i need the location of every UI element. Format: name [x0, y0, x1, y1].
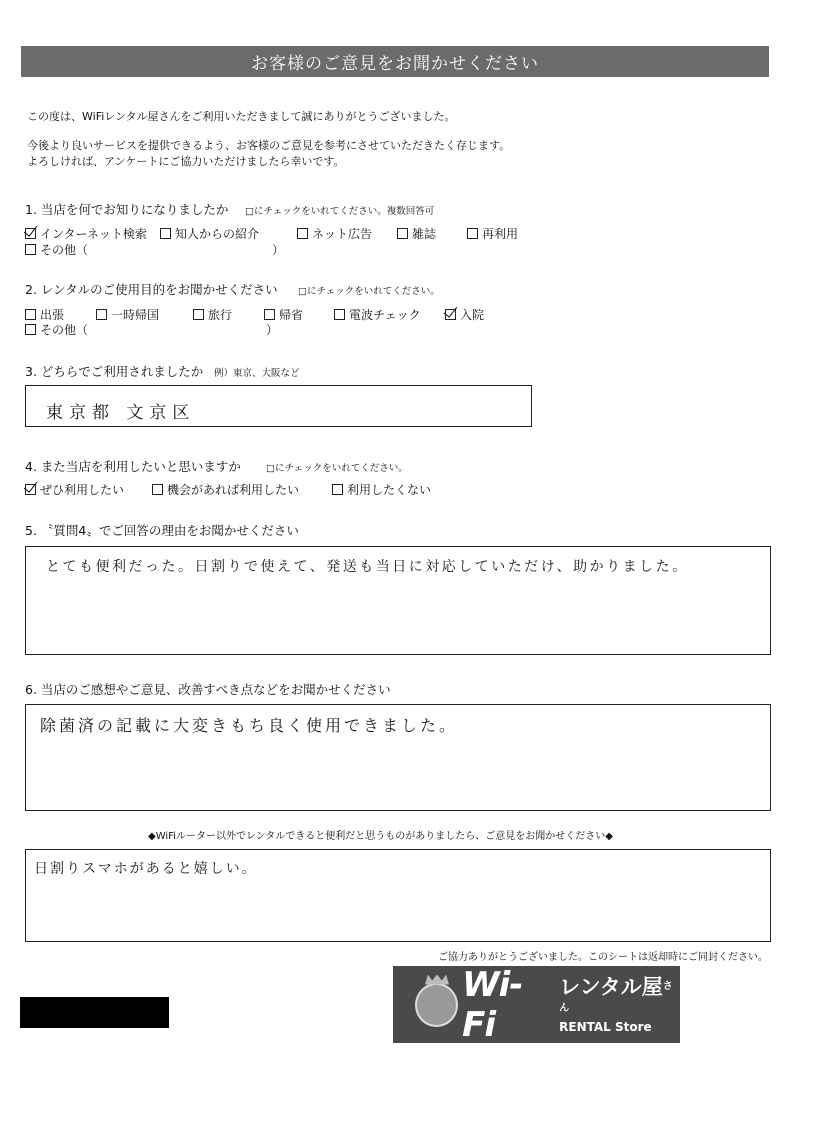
q1-option-magazine[interactable]: 雑誌: [397, 225, 436, 242]
q1-option-other[interactable]: その他（: [25, 241, 88, 258]
q5-answer-text: とても便利だった。日割りで使えて、発送も当日に対応していただけ、助かりました。: [46, 559, 689, 575]
q2-option-homecoming[interactable]: 帰省: [264, 306, 303, 323]
q7-answer-text: 日割りスマホがあると嬉しい。: [34, 861, 258, 877]
q4-note: □にチェックをいれてください。: [266, 463, 408, 474]
logo-wifi-text: Wi-Fi: [462, 964, 523, 1045]
q4-option-definitely[interactable]: ぜひ利用したい: [25, 481, 124, 498]
intro-line-3: よろしければ、アンケートにご協力いただけましたら幸いです。: [27, 155, 345, 168]
checkbox[interactable]: [25, 244, 36, 255]
checkbox[interactable]: [264, 309, 275, 320]
q3-label: 3. どちらでご利用されましたか: [25, 364, 204, 379]
intro-line-2: 今後より良いサービスを提供できるよう、お客様のご意見を参考にさせていただきたく存じます。: [27, 139, 511, 152]
q3-answer-box[interactable]: [25, 385, 532, 427]
q1-option-referral[interactable]: 知人からの紹介: [160, 225, 259, 242]
q4-option-no[interactable]: 利用したくない: [332, 481, 431, 498]
checkbox[interactable]: [445, 309, 456, 320]
checkbox[interactable]: [397, 228, 408, 239]
q5-answer-box[interactable]: [25, 546, 771, 655]
q1-option-reuse[interactable]: 再利用: [467, 225, 518, 242]
q7-label: ◆WiFiルーター以外でレンタルできると便利だと思うものがありましたら、ご意見をお聞かせください◆: [148, 831, 613, 842]
page-title: お客様のご意見をお聞かせください: [21, 46, 769, 77]
q2-option-home-visit[interactable]: 一時帰国: [96, 306, 159, 323]
brand-logo: [393, 966, 680, 1043]
logo-rental-ja: レンタル屋$^{さん}$: [559, 974, 673, 1014]
q1-option-search[interactable]: インターネット検索: [25, 225, 147, 242]
q2-other-close: ）: [266, 323, 279, 337]
intro-line-1: この度は、WiFiレンタル屋さんをご利用いただきまして誠にありがとうございました。: [27, 110, 456, 123]
footer-note: ご協力ありがとうございました。このシートは返却時にご同封ください。: [438, 952, 768, 963]
crown-mascot-icon: [415, 983, 458, 1027]
q2-note: □にチェックをいれてください。: [298, 286, 440, 297]
checkbox[interactable]: [25, 484, 36, 495]
checkbox[interactable]: [25, 324, 36, 335]
checkbox[interactable]: [332, 484, 343, 495]
q6-answer-box[interactable]: [25, 704, 771, 811]
q3-note: 例）東京、大阪など: [214, 368, 300, 379]
q2-label: 2. レンタルのご使用目的をお聞かせください: [25, 282, 278, 297]
q6-label: 6. 当店のご感想やご意見、改善すべき点などをお聞かせください: [25, 682, 391, 697]
checkbox[interactable]: [25, 228, 36, 239]
q2-option-other[interactable]: その他（: [25, 321, 88, 338]
checkbox[interactable]: [25, 309, 36, 320]
q1-label: 1. 当店を何でお知りになりましたか: [25, 202, 229, 217]
q1-note: □にチェックをいれてください。複数回答可: [245, 206, 435, 217]
checkbox[interactable]: [334, 309, 345, 320]
q5-label: 5. 〝質問4〟でご回答の理由をお聞かせください: [25, 523, 299, 538]
q2-option-signal-check[interactable]: 電波チェック: [334, 306, 421, 323]
checkbox[interactable]: [467, 228, 478, 239]
q7-answer-box[interactable]: [25, 849, 771, 942]
q1-other-close: ）: [272, 243, 285, 257]
q6-answer-text: 除菌済の記載に大変きもち良く使用できました。: [40, 716, 459, 735]
logo-rental-en: RENTAL Store: [559, 1019, 652, 1034]
q2-option-business[interactable]: 出張: [25, 306, 64, 323]
redacted-block: [20, 997, 169, 1028]
q4-option-maybe[interactable]: 機会があれば利用したい: [152, 481, 299, 498]
q3-answer-text: 東京都 文京区: [46, 403, 196, 423]
checkbox[interactable]: [152, 484, 163, 495]
checkbox[interactable]: [96, 309, 107, 320]
checkbox[interactable]: [193, 309, 204, 320]
checkbox[interactable]: [297, 228, 308, 239]
q1-option-net-ad[interactable]: ネット広告: [297, 225, 372, 242]
q4-label: 4. また当店を利用したいと思いますか: [25, 459, 241, 474]
q2-option-travel[interactable]: 旅行: [193, 306, 232, 323]
checkbox[interactable]: [160, 228, 171, 239]
q2-option-hospital[interactable]: 入院: [445, 306, 484, 323]
